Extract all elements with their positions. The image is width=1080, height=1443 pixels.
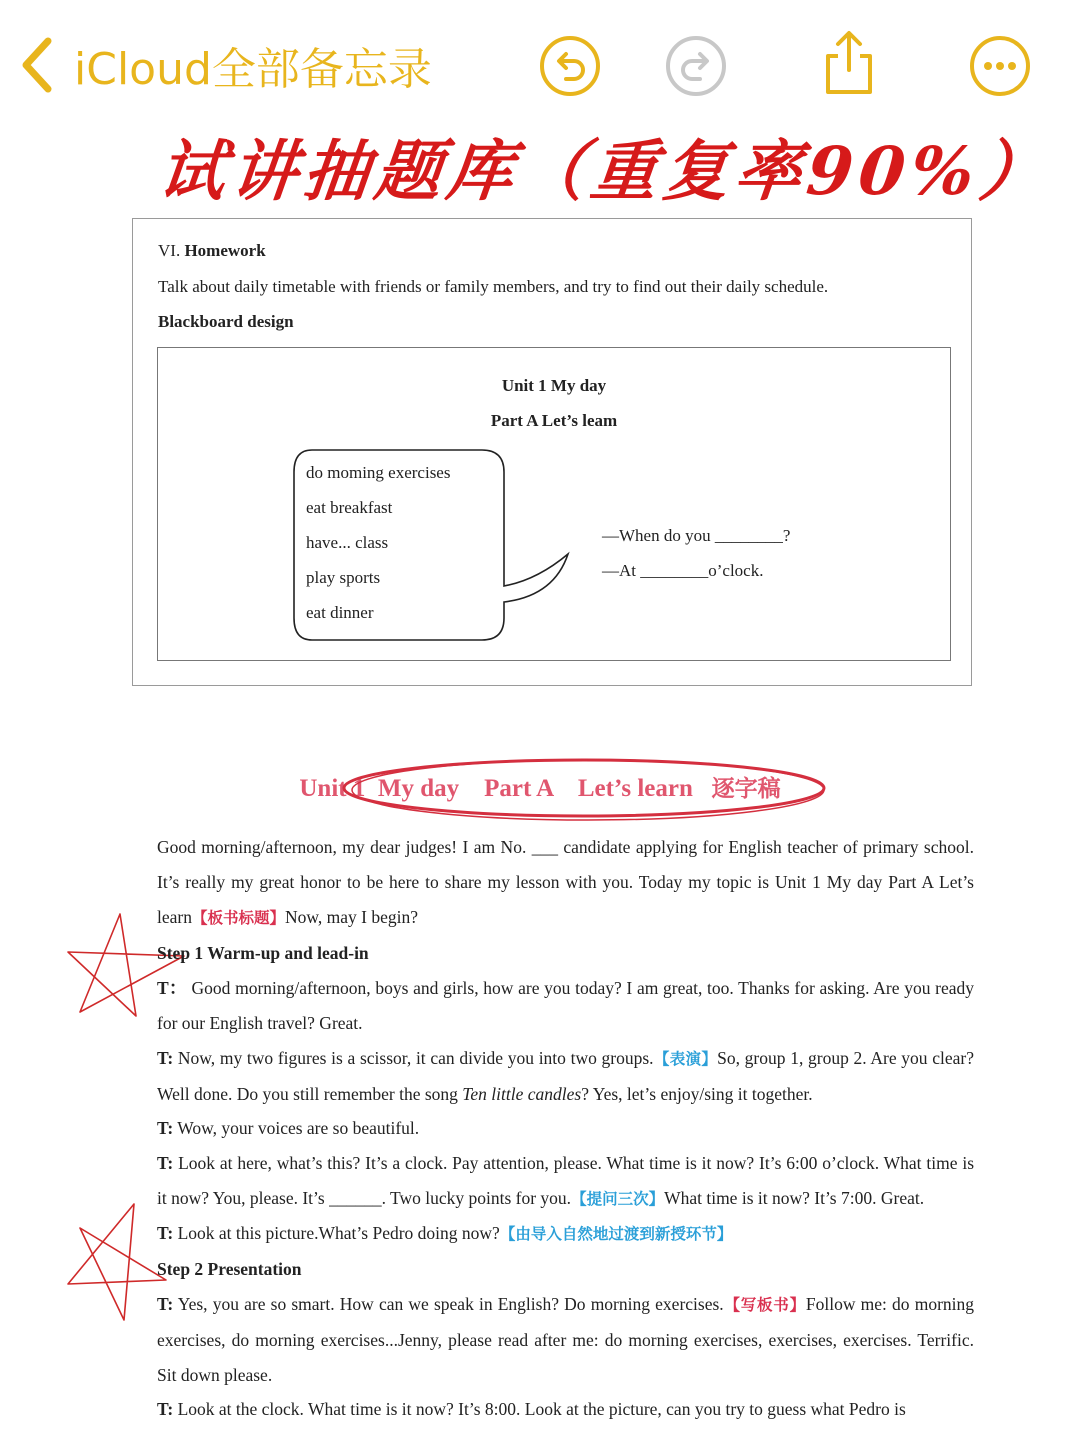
teacher-text: Follow me: do morning exercises, do morning exercises...Jenny, please read after me: do morning exercises, exercises, exercises. Terrific. Sit down please. (157, 1294, 975, 1385)
red-tag: 【写板书】 (723, 1296, 806, 1314)
blue-tag: 【提问三次】 (571, 1190, 665, 1208)
blackboard-box (157, 347, 951, 661)
teacher-line (157, 1392, 906, 1427)
speaker-label: T: (157, 1048, 174, 1068)
blackboard-heading: Blackboard design (158, 312, 294, 331)
back-button[interactable] (18, 30, 432, 100)
red-star-annotation (62, 1200, 172, 1326)
answer-line: —At ________o’clock. (602, 561, 764, 580)
intro-paragraph (157, 830, 974, 936)
lesson-title: Unit 1 My day Part A Let’s learn (299, 775, 712, 802)
section-number: VI. (158, 241, 181, 260)
red-ellipse-annotation (340, 754, 840, 824)
section-title: Homework (184, 241, 266, 260)
teacher-line (157, 1111, 419, 1146)
teacher-line (157, 1041, 974, 1112)
teacher-text: Look at the clock. What time is it now? It’s 8:00. Look at the picture, can you try to guess what Pedro is (177, 1399, 906, 1419)
teacher-text: Now, my two figures is a scissor, it can divide you into two groups. (177, 1048, 654, 1068)
homework-text: Talk about daily timetable with friends or family members, and try to find out their daily schedule. (158, 277, 829, 296)
teacher-text: So, group 1, group 2. Are you clear? Well done. Do you still remember the song (157, 1048, 974, 1104)
teacher-text: Wow, your voices are so beautiful. (177, 1118, 420, 1138)
teacher-text: What time is it now? It’s 7:00. Great. (664, 1188, 925, 1208)
blackboard-part: Part A Let’s leam (490, 411, 618, 430)
teacher-text: Look at this picture.What’s Pedro doing now? (177, 1223, 500, 1243)
blue-tag: 【表演】 (653, 1050, 718, 1068)
speaker-label: T: (157, 1223, 174, 1243)
red-tag: 【板书标题】 (191, 909, 285, 927)
phrase-item: play sports (306, 568, 381, 587)
speaker-label: T: (157, 1294, 174, 1314)
phrase-item: eat breakfast (306, 498, 393, 517)
speaker-label: T: (157, 1399, 174, 1419)
teacher-text: Good morning/afternoon, boys and girls, how are you today? I am great, too. Thanks for asking. Are you ready for our English travel? Great. (157, 978, 974, 1033)
step-heading: Step 2 Presentation (157, 1259, 302, 1279)
speaker-label: T: (157, 1118, 174, 1138)
teacher-text: Look at here, what’s this? It’s a clock. Pay attention, please. What time is it now? It’s 6:00 o’clock. What time is it now? You, please. It’s ______. Two lucky points for you. (157, 1153, 975, 1208)
speaker-label: T: (157, 1153, 174, 1173)
chevron-left-icon (18, 35, 54, 95)
step-heading: Step 1 Warm-up and lead-in (157, 943, 369, 963)
question-line: —When do you ________? (602, 526, 791, 545)
teacher-text: Yes, you are so smart. How can we speak in English? Do morning exercises. (177, 1294, 724, 1314)
homework-heading (158, 241, 266, 261)
handwritten-title: 试讲抽题库（重复率90%） (155, 132, 1056, 210)
blue-tag: 【由导入自然地过渡到新授环节】 (499, 1225, 733, 1243)
document-card (132, 218, 972, 686)
blackboard-unit: Unit 1 My day (501, 376, 607, 395)
back-label: iCloud全部备忘录 (74, 44, 432, 95)
song-title: Ten little candles (462, 1084, 582, 1104)
redo-icon[interactable] (664, 34, 728, 98)
speaker-label: T： (157, 978, 187, 998)
teacher-text: ? Yes, let’s enjoy/sing it together. (581, 1084, 813, 1104)
phrase-list (306, 462, 450, 637)
phrase-item: do moming exercises (306, 463, 451, 482)
teacher-line (157, 1216, 732, 1252)
phrase-item: have... class (306, 533, 389, 552)
lesson-title-suffix: 逐字稿 (711, 776, 781, 802)
teacher-line (157, 971, 974, 1041)
intro-text-end: Now, may I begin? (285, 907, 418, 927)
undo-icon[interactable] (538, 34, 602, 98)
more-icon[interactable] (968, 34, 1032, 98)
share-icon[interactable] (818, 28, 880, 98)
phrase-item: eat dinner (306, 603, 374, 622)
teacher-line (157, 1287, 974, 1393)
intro-text: Good morning/afternoon, my dear judges! I am No. ___ candidate applying for English teacher of primary school. It’s really my great honor to be here to share my lesson with you. Today my topic is Unit 1 My day Part A Let’s learn (157, 837, 974, 927)
teacher-line (157, 1146, 974, 1217)
top-navigation-bar (0, 0, 1080, 130)
